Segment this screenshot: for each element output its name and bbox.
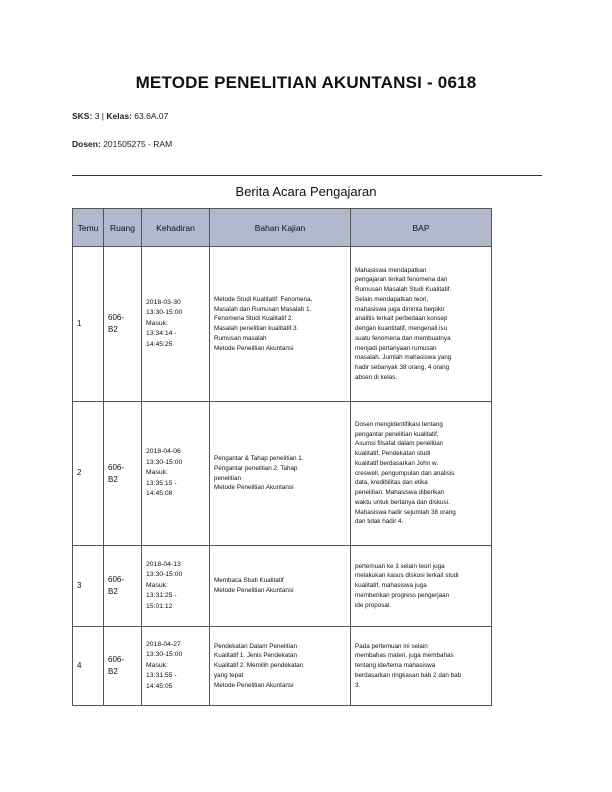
bahan-line: Metode Penelitian Akuntansi	[214, 344, 294, 352]
kehadiran-line: 14:45:05	[146, 682, 173, 690]
bap-line: menjadi pertanyaan rumusan	[355, 344, 437, 352]
cell-bahan-kajian	[210, 627, 351, 706]
bahan-line: Kualitatif 1. Jenis Pendekatan	[214, 652, 297, 660]
cell-ruang	[104, 247, 142, 402]
bap-line: membahas materi, juga membahas	[355, 652, 454, 660]
bap-line: tentang ide/tema mahasiswa	[355, 662, 436, 670]
sks-value: 3	[94, 111, 100, 121]
bap-line: masalah. Jumlah mahasiswa yang	[355, 354, 452, 362]
bap-line: absen di kelas.	[355, 373, 398, 381]
bap-line: Dosen mengidentifikasi tentang	[355, 420, 443, 428]
header-kehadiran: Kehadiran	[142, 209, 210, 247]
bap-line: 3.	[355, 681, 361, 689]
ruang-line: 606-	[108, 313, 125, 323]
dosen-label: Dosen:	[72, 139, 101, 149]
cell-bap	[351, 546, 492, 627]
kehadiran-line: 13:30-15:00	[146, 651, 183, 659]
cell-ruang	[104, 627, 142, 706]
cell-bap	[351, 627, 492, 706]
bap-line: suatu fenomena dan membuatnya	[355, 334, 451, 342]
cell-kehadiran	[142, 402, 210, 546]
teaching-record-table	[72, 208, 492, 706]
bap-line: mahasiswa juga diminta berpikir	[355, 305, 445, 313]
bap-line: dengan kuantitatif, mengenali isu	[355, 325, 448, 332]
bahan-line: Masalah dan Rumusan Masalah 1.	[214, 305, 312, 313]
bahan-line: Rumusan masalah	[214, 334, 267, 342]
kehadiran-line: 13:34:14 -	[146, 330, 177, 338]
cell-temu: 3	[73, 546, 104, 627]
ruang-line: B2	[108, 474, 118, 484]
bahan-line: yang tepat	[214, 671, 244, 679]
horizontal-divider	[72, 175, 542, 176]
bap-line: Mahasiswa mendapatkan	[355, 266, 427, 274]
bap-line: Mahasiswa hadir sejumlah 38 orang	[355, 508, 456, 516]
bap-line: ide proposal.	[355, 601, 392, 609]
kehadiran-line: Masuk:	[146, 469, 168, 477]
kehadiran-line: 2018-04-13	[146, 560, 181, 568]
section-title: Berita Acara Pengajaran	[235, 184, 377, 199]
header-temu: Temu	[73, 209, 104, 247]
bap-line: data, kredibilitas dan etika	[355, 479, 428, 487]
cell-ruang	[104, 402, 142, 546]
kehadiran-line: 13:31:25 -	[146, 592, 177, 600]
bahan-line: Metode Penelitian Akuntansi	[214, 587, 294, 594]
bap-line: analitis terkait perbedaan konsep	[355, 315, 448, 323]
table-row	[73, 546, 492, 627]
table-row	[73, 402, 492, 546]
cell-bahan-kajian	[210, 247, 351, 402]
bap-line: pertemuan ke 3 selain teori juga	[355, 562, 445, 570]
cell-bap	[351, 402, 492, 546]
cell-bahan-kajian	[210, 546, 351, 627]
cell-bahan-kajian	[210, 402, 351, 546]
page-title: METODE PENELITIAN AKUNTANSI - 0618	[135, 73, 477, 92]
bahan-line: Masalah penelitian kualitatif 3.	[214, 325, 299, 332]
bahan-line: Pengantar penelitian 2. Tahap	[214, 464, 298, 472]
cell-bap	[351, 247, 492, 402]
cell-temu: 1	[73, 247, 104, 402]
kehadiran-line: 14:45:25	[146, 340, 173, 348]
bap-line: creswell, pengumpulan dan analisis	[355, 469, 455, 477]
ruang-line: 606-	[108, 575, 125, 585]
table-header-row	[73, 209, 492, 247]
cell-kehadiran	[142, 546, 210, 627]
separator: |	[101, 111, 105, 121]
bahan-line: Kualitatif 2. Memilih pendekatan	[214, 662, 304, 670]
kehadiran-line: Masuk:	[146, 661, 168, 669]
bahan-line: Metode Penelitian Akuntansi	[214, 681, 294, 689]
course-meta	[72, 111, 168, 121]
kehadiran-line: 13:30-15:00	[146, 571, 183, 579]
ruang-line: 606-	[108, 655, 125, 665]
kehadiran-line: 13:30-15:00	[146, 458, 183, 466]
bap-line: kualitatif, mahasiswa juga	[355, 582, 427, 590]
bap-line: pengantar penelitian kualitatif,	[355, 430, 439, 438]
header-bap: BAP	[351, 209, 492, 247]
bap-line: hadir sebanyak 38 orang, 4 orang	[355, 364, 450, 371]
dosen-value: 201505275 - RAM	[103, 139, 173, 149]
cell-kehadiran	[142, 627, 210, 706]
sks-label: SKS:	[72, 111, 93, 121]
kehadiran-line: Masuk:	[146, 319, 168, 327]
kelas-label: Kelas:	[106, 111, 132, 121]
bap-line: penelitian. Mahasiswa diberikan	[355, 489, 445, 497]
table-row	[73, 247, 492, 402]
kehadiran-line: 2018-04-27	[146, 640, 181, 648]
table-row	[73, 627, 492, 706]
cell-ruang	[104, 546, 142, 627]
bap-line: dan tidak hadir 4.	[355, 518, 404, 526]
kehadiran-line: Masuk:	[146, 581, 168, 589]
bap-line: melakukan kasus diskusi terkait studi	[355, 572, 459, 580]
bap-line: Rumusan Masalah Studi Kualitatif.	[355, 286, 452, 293]
bahan-line: Metode Penelitian Akuntansi	[214, 484, 294, 492]
bap-line: Asumsi filsafat dalam penelitian	[355, 440, 444, 448]
kehadiran-line: 15:01:12	[146, 602, 173, 610]
bap-line: kualitatif, Pendekatan studi	[355, 450, 431, 458]
bahan-line: Pendekatan Dalam Penelitian	[214, 642, 297, 650]
kehadiran-line: 13:30-15:00	[146, 309, 183, 317]
bahan-line: penelitian	[214, 474, 241, 482]
header-bahan-kajian: Bahan Kajian	[210, 209, 351, 247]
kehadiran-line: 13:35:15 -	[146, 479, 177, 487]
ruang-line: B2	[108, 325, 118, 334]
kehadiran-line: 14:45:08	[146, 490, 173, 498]
ruang-line: 606-	[108, 462, 125, 472]
bap-line: Selain mendapatkan teori,	[355, 295, 429, 303]
bahan-line: Pengantar & Tahap penelitian 1.	[214, 455, 304, 462]
header-ruang: Ruang	[104, 209, 142, 247]
cell-kehadiran	[142, 247, 210, 402]
kelas-value: 63.6A.07	[134, 111, 169, 121]
bahan-line: Membaca Studi Kualitatif	[214, 577, 284, 585]
ruang-line: B2	[108, 587, 118, 596]
kehadiran-line: 2018-04-06	[146, 448, 181, 456]
cell-temu: 2	[73, 402, 104, 546]
bap-line: memberikan progress pengerjaan	[355, 591, 450, 599]
cell-temu: 4	[73, 627, 104, 706]
kehadiran-line: 2018-03-30	[146, 298, 181, 306]
lecturer-meta	[72, 139, 172, 149]
bap-line: pengajaran terkait fenomena dan	[355, 276, 448, 284]
ruang-line: B2	[108, 667, 118, 676]
bap-line: berdasarkan ringkasan bab 2 dan bab	[355, 671, 462, 679]
bap-line: waktu untuk bertanya dan diskusi.	[355, 498, 450, 506]
kehadiran-line: 13:31:55 -	[146, 672, 177, 680]
bahan-line: Metode Studi Kualitatif: Fenomena,	[214, 295, 313, 303]
bahan-line: Fenomena Studi Kualitatif 2.	[214, 315, 294, 323]
bap-line: Pada pertemuan ini selain	[355, 642, 428, 650]
bap-line: kualitatif berdasarkan John w.	[355, 459, 438, 467]
